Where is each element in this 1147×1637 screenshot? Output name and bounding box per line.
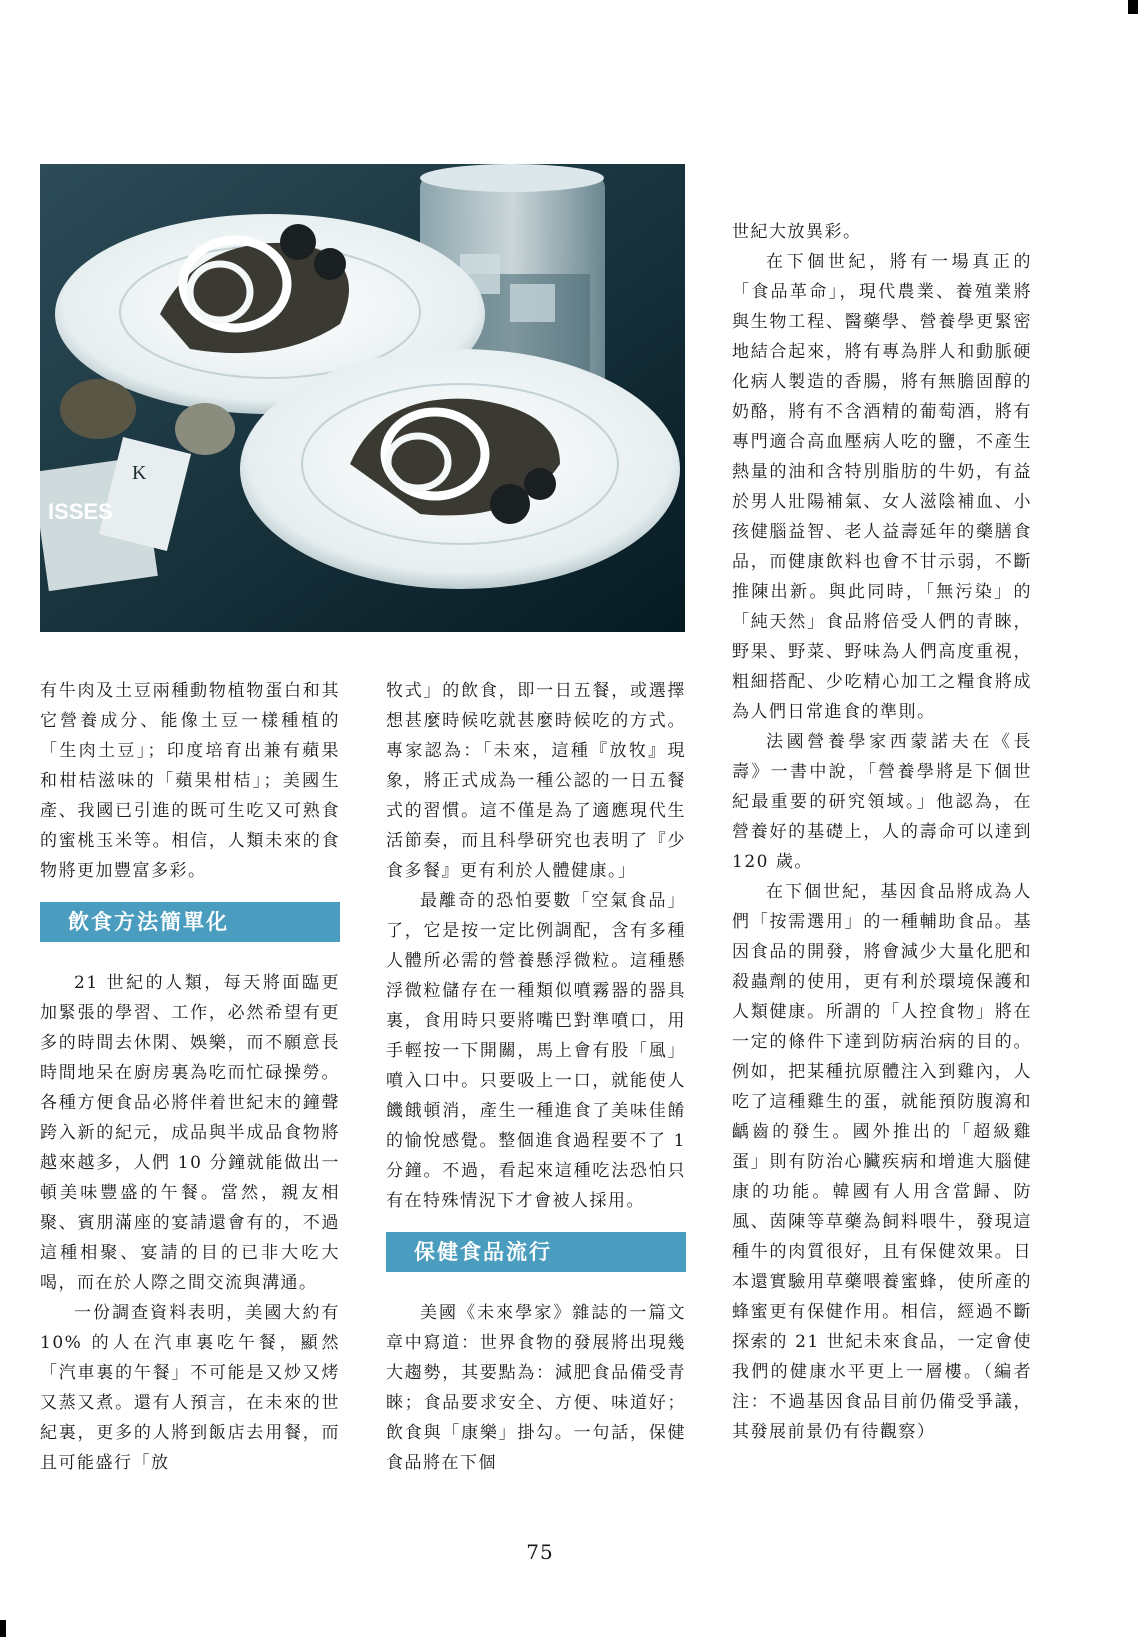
card-text-1: ISSES (48, 499, 113, 524)
section-heading-simple-eating: 飲食方法簡單化 (40, 902, 340, 942)
col1-paragraph-2: 21 世紀的人類，每天將面臨更加緊張的學習、工作，必然希望有更多的時間去休閑、娛樂，而不願意長時間地呆在廚房裏為吃而忙碌操勞。各種方便食品必將伴着世紀末的鐘聲跨入新的紀元，成品與半成品食物將越來越多，人們 10 分鐘就能做出一頓美味豐盛的午餐。當然，親友相聚、賓朋滿座的宴請還會有的，不過這種相聚、宴請的目的已非大吃大喝，而在於人際之間交流與溝通。 (40, 973, 340, 1293)
card-text-2: K (132, 462, 147, 484)
col3-paragraph-1: 世紀大放異彩。 (732, 222, 862, 242)
column-1 (40, 676, 340, 1478)
col2-paragraph-1: 牧式」的飲食，即一日五餐，或選擇想甚麼時候吃就甚麼時候吃的方式。專家認為：「未來，這種『放牧』現象，將正式成為一種公認的一日五餐式的習慣。這不僅是為了適應現代生活節奏，而且科學研究也表明了『少食多餐』更有利於人體健康。」 (386, 681, 686, 881)
col2-paragraph-3: 美國《未來學家》雜誌的一篇文章中寫道：世界食物的發展將出現幾大趨勢，其要點為：減肥食品備受青睞；食品要求安全、方便、味道好；飲食與「康樂」掛勾。一句話，保健食品將在下個 (386, 1303, 686, 1473)
plate-front (240, 349, 680, 589)
column-2 (386, 676, 686, 1478)
col3-paragraph-4: 在下個世紀，基因食品將成為人們「按需選用」的一種輔助食品。基因食品的開發，將會減少大量化肥和殺蟲劑的使用，更有利於環境保護和人類健康。所謂的「人控食物」將在一定的條件下達到防病治病的目的。例如，把某種抗原體注入到雞內，人吃了這種雞生的蛋，就能預防腹瀉和齲齒的發生。國外推出的「超級雞蛋」則有防治心臟疾病和增進大腦健康的功能。韓國有人用含當歸、防風、茵陳等草藥為飼料喂牛，發現這種牛的肉質很好，且有保健效果。日本還實驗用草藥喂養蜜蜂，使所產的蜂蜜更有保健作用。相信，經過不斷探索的 21 世紀未來食品，一定會使我們的健康水平更上一層樓。（編者注：不過基因食品目前仍備受爭議，其發展前景仍有待觀察） (732, 882, 1032, 1442)
col1-paragraph-3: 一份調查資料表明，美國大約有 10% 的人在汽車裏吃午餐，顯然「汽車裏的午餐」不可能是又炒又烤又蒸又煮。還有人預言，在未來的世紀裏，更多的人將到飯店去用餐，而且可能盛行「放 (40, 1303, 340, 1473)
section-heading-health-food: 保健食品流行 (386, 1232, 686, 1272)
col2-paragraph-2: 最離奇的恐怕要數「空氣食品」了，它是按一定比例調配，含有多種人體所必需的營養懸浮微粒。這種懸浮微粒儲存在一種類似噴霧器的器具裏，食用時只要將嘴巴對準噴口，用手輕按一下開關，馬上會有股「風」噴入口中。只要吸上一口，就能使人饑餓頓消，產生一種進食了美味佳餚的愉悅感覺。整個進食過程要不了 1 分鐘。不過，看起來這種吃法恐怕只有在特殊情況下才會被人採用。 (386, 891, 686, 1211)
col3-paragraph-2: 在下個世紀，將有一場真正的「食品革命」，現代農業、養殖業將與生物工程、醫藥學、營養學更緊密地結合起來，將有專為胖人和動脈硬化病人製造的香腸，將有無膽固醇的奶酪，將有不含酒精的葡萄酒，將有專門適合高血壓病人吃的鹽，不產生熱量的油和含特別脂肪的牛奶，有益於男人壯陽補氣、女人滋陰補血、小孩健腦益智、老人益壽延年的藥膳食品，而健康飲料也會不甘示弱，不斷推陳出新。與此同時，「無污染」的「純天然」食品將倍受人們的青睞，野果、野菜、野味為人們高度重視，粗細搭配、少吃精心加工之糧食將成為人們日常進食的準則。 (732, 252, 1032, 722)
corner-mark-bottom (0, 1620, 6, 1637)
food-photo (40, 164, 685, 632)
col3-paragraph-3: 法國營養學家西蒙諾夫在《長壽》一書中說，「營養學將是下個世紀最重要的研究領域。」他認為，在營養好的基礎上，人的壽命可以達到 120 歲。 (732, 732, 1032, 872)
page-number: 75 (526, 1540, 554, 1564)
col1-paragraph-1: 有牛肉及土豆兩種動物植物蛋白和其它營養成分、能像土豆一樣種植的「生肉土豆」；印度培育出兼有蘋果和柑桔滋味的「蘋果柑桔」；美國生產、我國已引進的既可生吃又可熟食的蜜桃玉米等。相信，人類未來的食物將更加豐富多彩。 (40, 681, 340, 881)
corner-mark-top (1128, 0, 1138, 14)
column-3 (732, 217, 1032, 1447)
